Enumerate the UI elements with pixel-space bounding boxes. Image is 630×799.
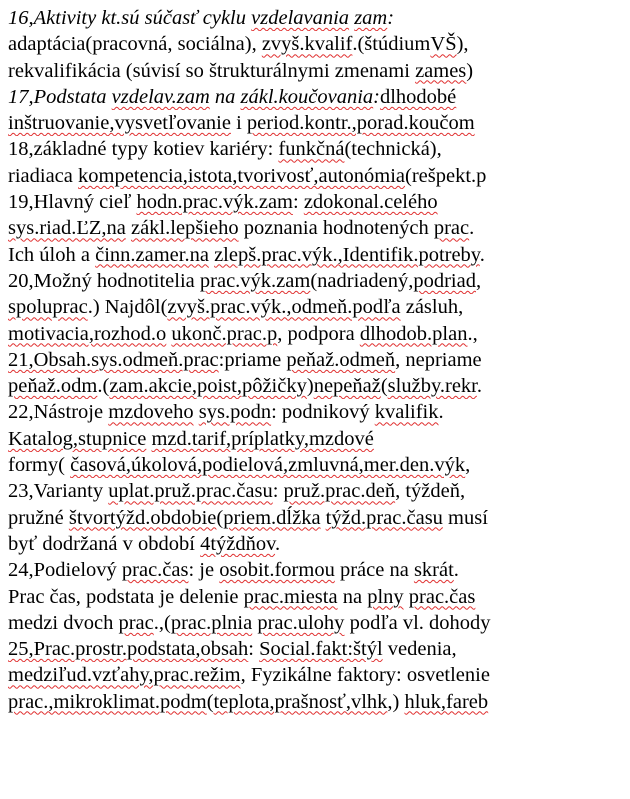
text-segment: ( [216,506,224,529]
spellcheck-flagged-word: kompetencia,istota,tvorivosť,autonómia [78,164,406,187]
text-segment: . [453,559,459,582]
text-line [8,689,626,715]
text-segment: poznania hodnotených [238,217,434,240]
text-line [8,31,626,57]
text-line [8,5,626,31]
spellcheck-flagged-word: sys.riad.ĽZ,na [8,217,126,240]
spellcheck-flagged-word: prac.výk.zam [199,269,311,292]
text-line [8,347,626,373]
text-line [8,452,626,478]
spellcheck-flagged-word: prac [118,611,154,634]
text-line [8,321,626,347]
spellcheck-flagged-word: uplat.pruž.prac.času [108,480,273,503]
spellcheck-flagged-word: spoluprac [8,296,88,319]
spellcheck-flagged-word: zames [415,59,467,82]
text-segment: . [469,217,475,240]
text-segment: i [230,112,247,135]
text-line [8,636,626,662]
text-segment: (rešpekt.p [405,164,487,187]
spellcheck-flagged-word: period.kontr.,porad.koučom [246,112,475,135]
text-segment: práce na [334,559,414,582]
text-line [8,373,626,399]
spellcheck-flagged-word: funkčná [278,138,345,161]
text-segment: Ich úloh a [8,243,96,266]
spellcheck-flagged-word: plny [367,585,404,608]
spellcheck-flagged-word: prac.ulohy [257,611,345,634]
text-segment: ) [466,59,474,82]
text-line [8,84,626,110]
text-segment: 20,Možný hodnotitelia [8,269,200,292]
text-segment: Prac čas, podstata je delenie [8,585,244,608]
text-segment: : podnikový [271,401,375,424]
text-segment: musí [442,506,488,529]
spellcheck-flagged-word: zvyš.prac.výk.,odmeň.podľa [167,296,401,319]
text-segment: . [275,532,281,555]
spellcheck-flagged-word: medziľud.vzťahy,prac.režim [8,664,241,687]
text-segment: , Fyzikálne faktory: osvetlenie [240,664,490,687]
text-segment: . [476,375,482,398]
text-segment: : [293,191,304,214]
spellcheck-flagged-word: prac.,mikroklimat.podm [8,690,207,713]
text-line [8,215,626,241]
text-segment: , podpora [277,322,360,345]
spellcheck-flagged-word: kvalifik [374,401,439,424]
text-segment: adaptácia(pracovná, sociálna), [8,33,262,56]
text-segment: vedenia, [382,638,457,661]
spellcheck-flagged-word: osobit.formou [219,559,335,582]
text-line [8,531,626,557]
text-segment: .,( [153,611,171,634]
text-line [8,399,626,425]
text-line [8,268,626,294]
text-segment: medzi dvoch [8,611,119,634]
spellcheck-flagged-word: mzdoveho [108,401,194,424]
text-segment: (technická), [344,138,442,161]
text-segment: .( [97,375,110,398]
text-line [8,505,626,531]
spellcheck-flagged-word: štvortýžd.obdobie [68,506,217,529]
spellcheck-flagged-word: peňaž.odmeň [286,348,396,371]
text-segment: : [272,480,284,503]
spellcheck-flagged-word: 4týždňov [200,532,276,555]
spellcheck-flagged-word: prac.miesta [243,585,338,608]
text-line [8,426,626,452]
spellcheck-flagged-word: nepeňaž [313,375,381,398]
text-segment: .) Najdôl( [87,296,168,319]
text-segment: :priame [218,348,287,371]
text-segment: ( [380,375,388,398]
text-segment: zásluh, [400,296,464,319]
spellcheck-flagged-word: časová,úkolová,podielová,zmluvná,mer.den.výk [70,454,466,477]
text-segment: 23,Varianty [8,480,109,503]
spellcheck-flagged-word: vzdelavania [251,7,350,29]
text-segment: 22,Nástroje [8,401,109,424]
spellcheck-flagged-word: pruž.prac.deň [283,480,396,503]
text-line [8,584,626,610]
text-segment: ,) [387,690,405,713]
text-line [8,110,626,136]
spellcheck-flagged-word: skrát [413,559,454,582]
text-segment: 16,Aktivity kt.sú súčasť cyklu [8,7,252,29]
spellcheck-flagged-word: zákl.lepšieho [130,217,239,240]
text-segment: ( [206,690,214,713]
spellcheck-flagged-word: sys.podn [198,401,272,424]
text-segment: formy( [8,454,71,477]
text-segment: : je [188,559,220,582]
text-segment: : [373,85,380,108]
spellcheck-flagged-word: prac [433,217,470,240]
text-line [8,662,626,688]
text-line [8,189,626,215]
text-segment: rekvalifikácia (súvisí so štrukturálnymi zmenami [8,59,416,82]
document-body [8,5,626,715]
spellcheck-flagged-word: týžd.prac.času [325,506,443,529]
text-segment: : [387,7,395,29]
spellcheck-flagged-word: inštruovanie,vysvetľovanie [8,112,231,135]
text-segment: 19,Hlavný cieľ [8,191,137,214]
text-line [8,294,626,320]
spellcheck-flagged-word: zlepš.prac.výk.,Identifik.potreby [214,243,480,266]
text-segment: .(štúdium [352,33,431,56]
text-line [8,136,626,162]
text-segment: . [479,243,485,266]
text-segment: pružné [8,506,69,529]
spellcheck-flagged-word: hluk,fareb [404,690,489,713]
text-segment: ) [306,375,314,398]
spellcheck-flagged-word: prac.čas [408,585,476,608]
spellcheck-flagged-word: zdokonal.celého [303,191,438,214]
spellcheck-flagged-word: ukonč.prac.p [171,322,278,345]
spellcheck-flagged-word: prac.plnia [170,611,253,634]
spellcheck-flagged-word: 21,Obsah.sys.odmeň.prac [8,348,219,371]
text-line [8,557,626,583]
text-segment: (nadriadený, [310,269,414,292]
text-segment: ., [467,322,478,345]
text-segment: na [209,85,241,108]
spellcheck-flagged-word: 25,Prac.prostr.podstata,obsah [8,638,249,661]
text-segment: , [465,454,471,477]
spellcheck-flagged-word: priem.dĺžka [223,506,321,529]
text-line [8,58,626,84]
spellcheck-flagged-word: VŠ [430,33,457,56]
spellcheck-flagged-word: dlhodob.plan [359,322,468,345]
text-segment: ), [456,33,469,56]
spellcheck-flagged-word: peňaž.odm [8,375,98,398]
spellcheck-flagged-word: činn.zamer.na [95,243,209,266]
text-segment: : [248,638,260,661]
text-segment: podľa vl. dohody [344,611,491,634]
spellcheck-flagged-word: motivacia,rozhod.o [8,322,167,345]
spellcheck-flagged-word: dlhodobé [379,85,457,108]
spellcheck-flagged-word: prac.čas [121,559,189,582]
text-segment: 18,základné typy kotiev kariéry: [8,138,279,161]
spellcheck-flagged-word: hodn.prac.výk.zam [136,191,293,214]
text-line [8,478,626,504]
spellcheck-flagged-word: mzd.tarif,príplatky,mzdové [151,427,374,450]
spellcheck-flagged-word: zákl.koučovania [240,85,374,108]
text-line [8,242,626,268]
text-segment: , [475,269,482,292]
text-segment: na [337,585,368,608]
text-segment: 24,Podielový [8,559,122,582]
text-segment: , týždeň, [395,480,466,503]
text-segment: byť dodržaná v období [8,532,201,555]
spellcheck-flagged-word: zam [354,7,388,29]
spellcheck-flagged-word: vzdelav.zam [111,85,210,108]
text-line [8,610,626,636]
spellcheck-flagged-word: služby.rekr [387,375,477,398]
text-segment: riadiaca [8,164,78,187]
spellcheck-flagged-word: podriad [413,269,476,292]
text-segment: , nepriame [395,348,482,371]
text-segment: . [438,401,444,424]
spellcheck-flagged-word: Katalog,stupnice [8,427,147,450]
text-segment: 17,Podstata [8,85,112,108]
spellcheck-flagged-word: teplota,prašnosť,vlhk [213,690,388,713]
text-line [8,163,626,189]
spellcheck-flagged-word: Social.fakt:štýl [259,638,383,661]
spellcheck-flagged-word: zvyš.kvalif [261,33,353,56]
spellcheck-flagged-word: zam.akcie,poist,pôžičky [109,375,307,398]
